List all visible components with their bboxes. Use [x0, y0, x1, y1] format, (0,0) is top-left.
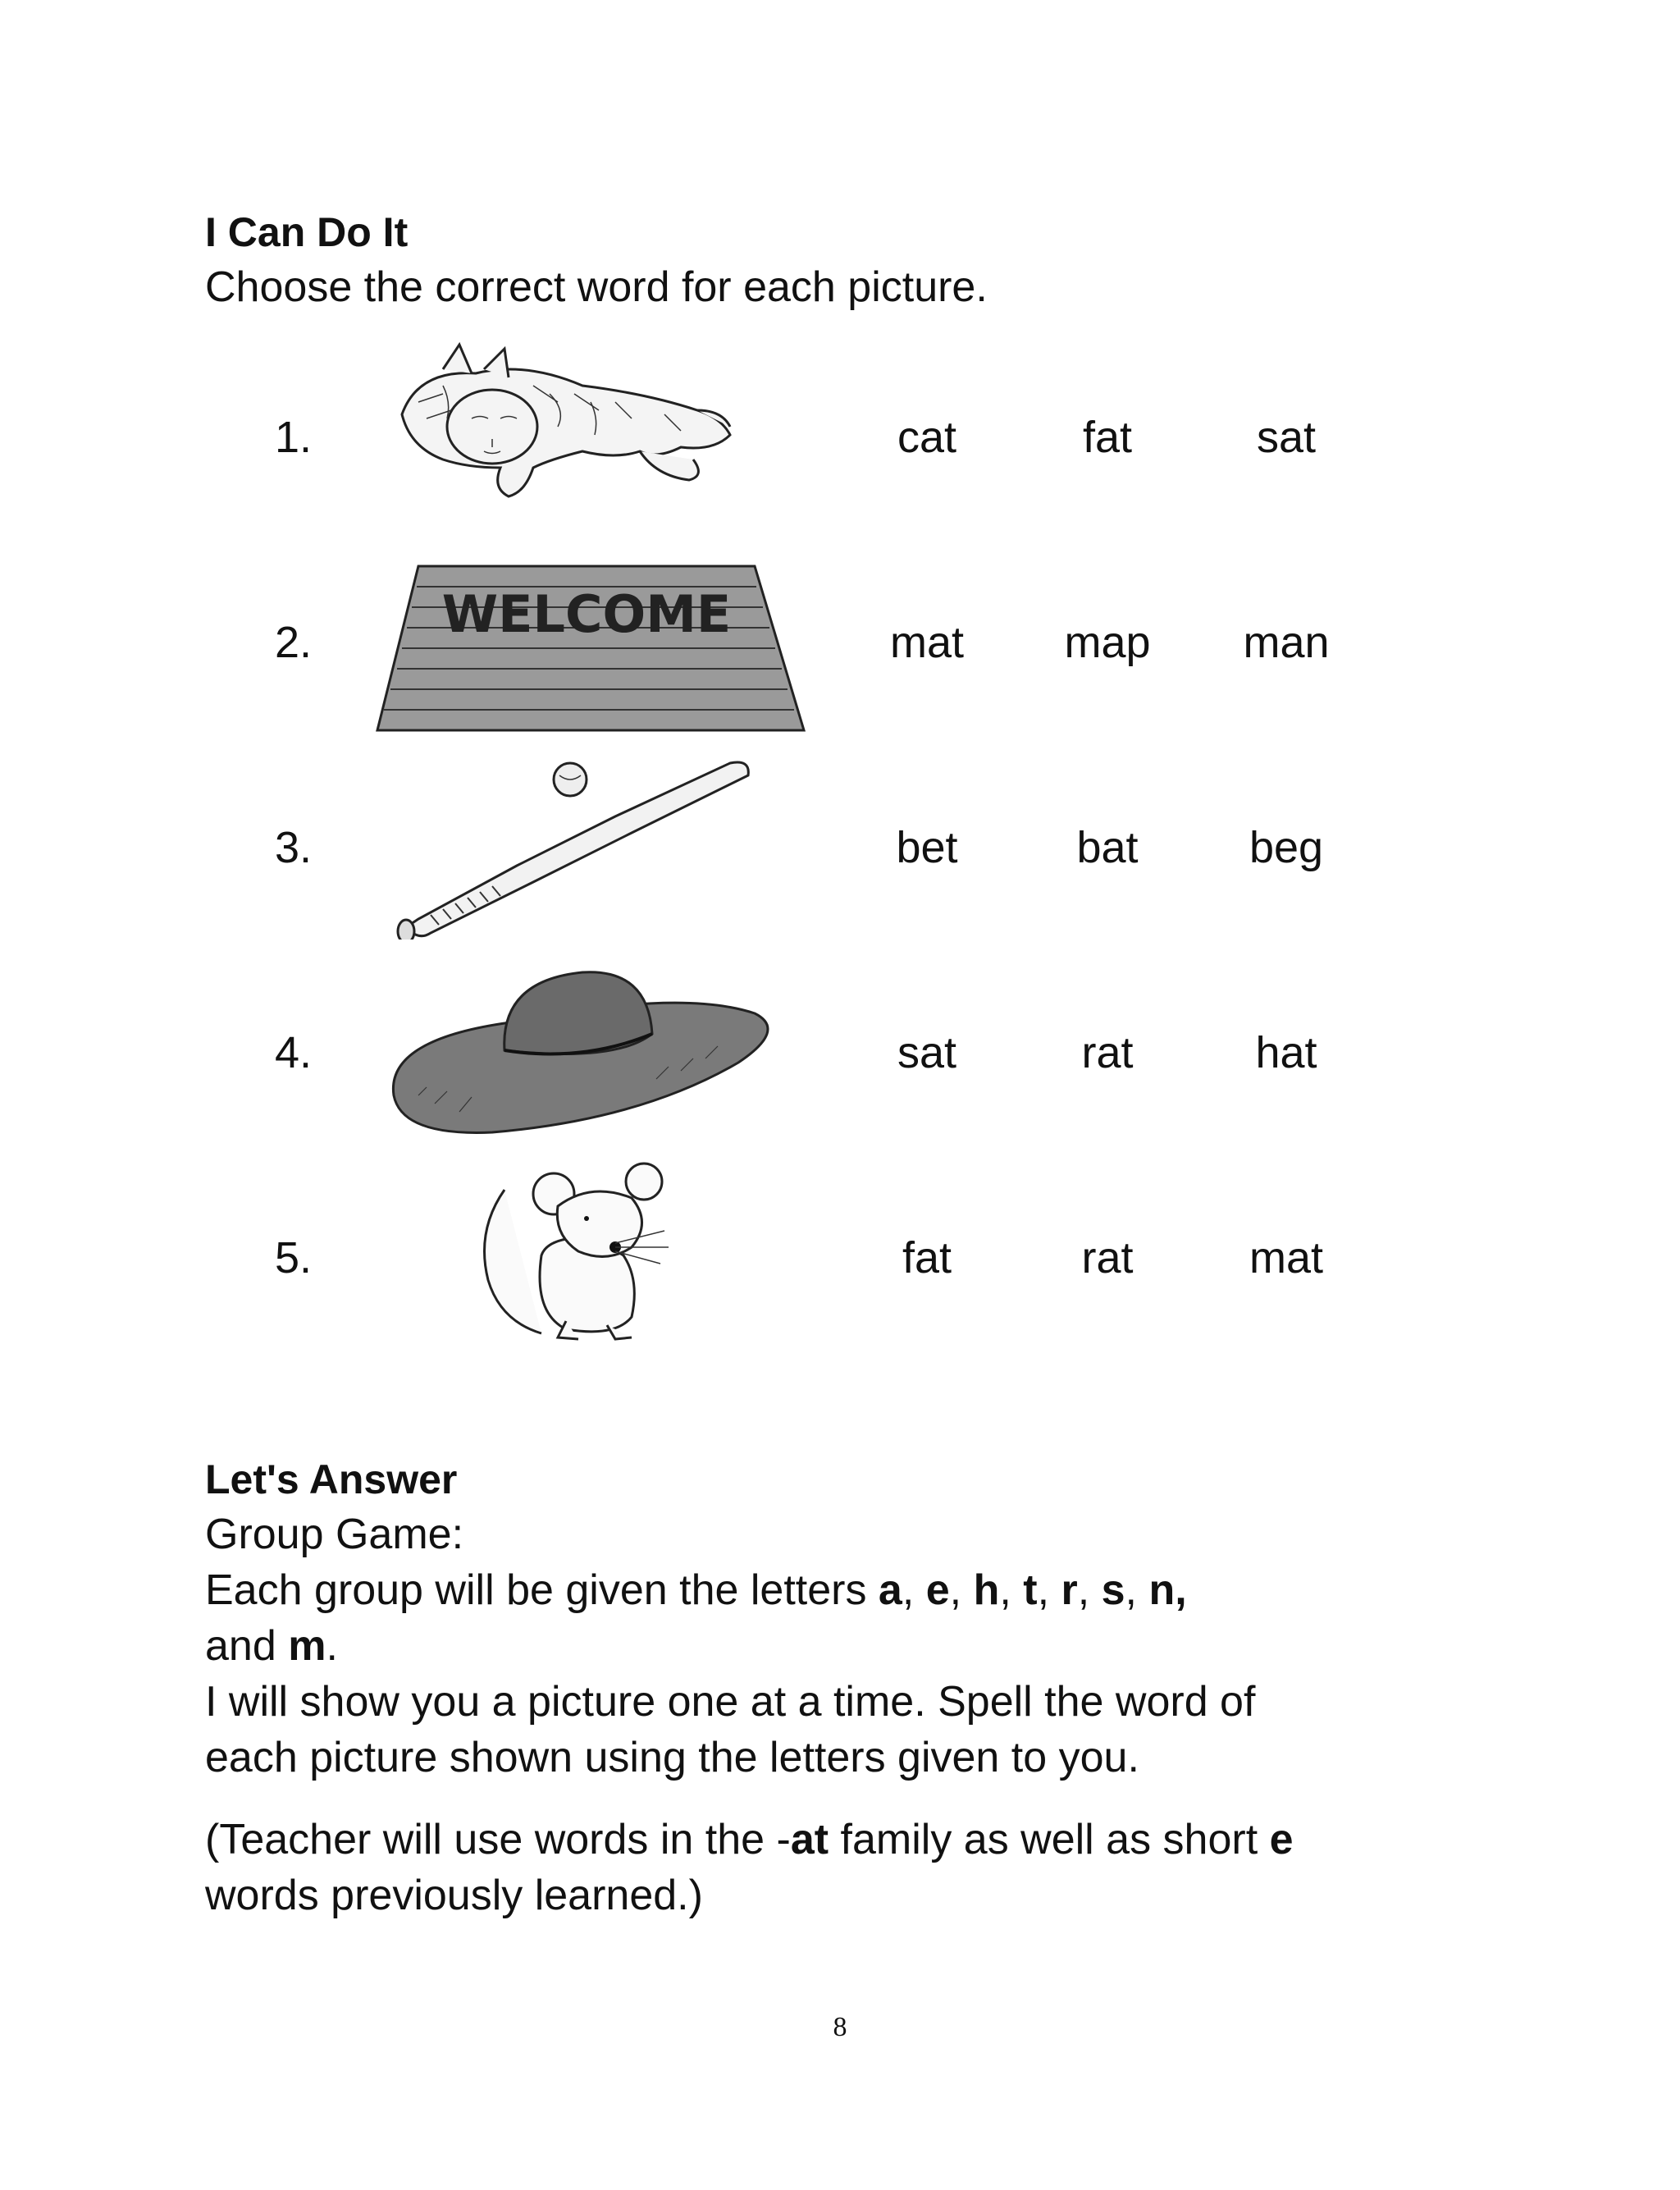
exercise-row-4 — [205, 985, 1680, 1182]
separator: , — [1077, 1566, 1102, 1614]
choice-word[interactable]: rat — [1081, 1233, 1134, 1282]
lets-answer-section — [205, 1452, 1436, 1923]
choice-word[interactable]: beg — [1249, 823, 1324, 872]
choice-word[interactable]: cat — [897, 413, 957, 462]
mat-text: WELCOME — [441, 584, 732, 644]
letter-t: t — [1023, 1566, 1038, 1614]
cat-icon — [369, 336, 829, 525]
exercise-row-2 — [205, 574, 1680, 771]
note-bold-e: e — [1269, 1816, 1294, 1863]
note-text: words previously learned.) — [205, 1872, 703, 1919]
section-title-lets-answer: Let's Answer — [205, 1456, 458, 1502]
letters-paragraph — [205, 1562, 1436, 1674]
exercise-row-5 — [205, 1190, 1680, 1387]
rat-icon — [369, 1157, 829, 1346]
page-number: 8 — [833, 2012, 847, 2042]
instructions-paragraph: I will show you a picture one at a time. Spell the word of each picture shown using the letters given to you. — [205, 1678, 1256, 1781]
exercise-row-1 — [205, 369, 1680, 566]
section-title-i-can-do-it: I Can Do It — [205, 209, 409, 255]
letter-m: m — [288, 1622, 326, 1670]
choice-word[interactable]: sat — [897, 1028, 957, 1077]
bat-and-ball-icon — [369, 751, 829, 940]
note-text: family as well as short — [829, 1816, 1270, 1863]
exercise-row-3 — [205, 780, 1680, 976]
page-content — [205, 205, 1436, 1919]
choice-word[interactable]: man — [1243, 618, 1330, 667]
note-bold-at: at — [790, 1816, 829, 1863]
item-number: 2. — [275, 618, 313, 667]
letter-s: s — [1101, 1566, 1125, 1614]
choice-word[interactable]: map — [1064, 618, 1151, 667]
period: . — [326, 1622, 338, 1670]
note-text: (Teacher will use words in the - — [205, 1816, 791, 1863]
choice-word[interactable]: rat — [1081, 1028, 1134, 1077]
choice-word[interactable]: sat — [1256, 413, 1317, 462]
group-game-label: Group Game: — [205, 1511, 464, 1558]
hat-icon — [369, 956, 829, 1145]
item-number: 1. — [275, 413, 313, 462]
letter-r: r — [1061, 1566, 1078, 1614]
item-number: 3. — [275, 823, 313, 872]
letter-e: e — [925, 1566, 950, 1614]
choice-word[interactable]: bet — [896, 823, 958, 872]
separator: , — [902, 1566, 926, 1614]
and-text: and — [205, 1622, 289, 1670]
letters-intro: Each group will be given the letters — [205, 1566, 879, 1614]
separator: , — [1037, 1566, 1061, 1614]
separator: , — [949, 1566, 974, 1614]
choice-word[interactable]: hat — [1255, 1028, 1317, 1077]
choice-word[interactable]: mat — [889, 618, 965, 667]
letter-n: n, — [1148, 1566, 1187, 1614]
separator: , — [999, 1566, 1024, 1614]
choice-word[interactable]: bat — [1076, 823, 1139, 872]
letter-h: h — [973, 1566, 1000, 1614]
letter-a: a — [878, 1566, 902, 1614]
choice-word[interactable]: fat — [1082, 413, 1133, 462]
teacher-note — [205, 1812, 1354, 1923]
instruction-text: Choose the correct word for each picture. — [205, 263, 988, 311]
item-number: 4. — [275, 1028, 313, 1077]
welcome-mat-icon — [369, 550, 829, 738]
separator: , — [1125, 1566, 1149, 1614]
choice-word[interactable]: fat — [902, 1233, 952, 1282]
item-number: 5. — [275, 1233, 313, 1282]
choice-word[interactable]: mat — [1249, 1233, 1324, 1282]
